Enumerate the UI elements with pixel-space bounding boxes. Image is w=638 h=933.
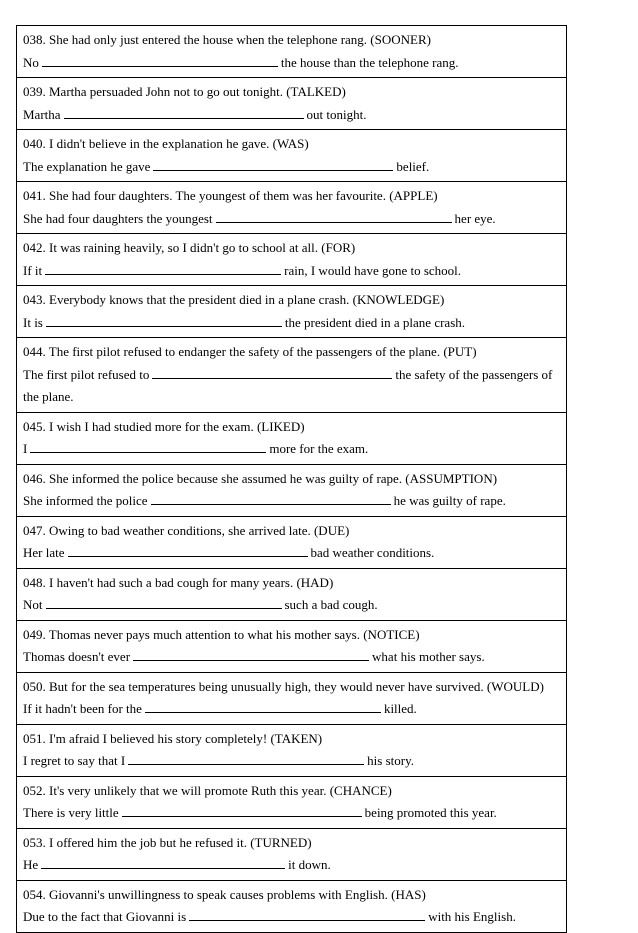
exercise-item (17, 569, 566, 621)
answer-blank[interactable] (30, 441, 266, 453)
exercise-item (17, 829, 566, 881)
answer-prefix: If it hadn't been for the (23, 701, 142, 716)
answer-suffix: being promoted this year. (364, 805, 497, 820)
answer-prefix: If it (23, 262, 43, 278)
question-text: 048. I haven't had such a bad cough for many years. (HAD) (23, 574, 334, 590)
answer-line (23, 208, 560, 231)
exercise-item (17, 465, 566, 517)
exercise-item (17, 621, 566, 673)
answer-suffix: out tonight. (306, 106, 367, 122)
answer-suffix: the house than the telephone rang. (280, 54, 459, 70)
answer-prefix: Due to the fact that Giovanni is (23, 909, 187, 924)
answer-line (23, 156, 560, 179)
answer-prefix: I regret to say that I (23, 753, 126, 768)
answer-line (23, 52, 560, 75)
answer-blank[interactable] (216, 211, 452, 223)
answer-blank[interactable] (122, 805, 362, 817)
answer-suffix: bad weather conditions. (310, 545, 435, 560)
answer-line (23, 854, 560, 877)
answer-blank[interactable] (133, 649, 369, 661)
question-text: 051. I'm afraid I believed his story completely! (TAKEN) (23, 730, 323, 746)
question-text: 049. Thomas never pays much attention to what his mother says. (NOTICE) (23, 626, 420, 642)
answer-line (23, 260, 560, 283)
answer-line (23, 490, 560, 513)
exercise-item (17, 26, 566, 78)
answer-suffix: with his English. (428, 909, 516, 924)
exercise-item (17, 130, 566, 182)
answer-line (23, 438, 560, 461)
exercise-item (17, 673, 566, 725)
answer-blank[interactable] (68, 545, 308, 557)
exercise-item (17, 517, 566, 569)
answer-suffix: it down. (288, 857, 331, 872)
exercise-item (17, 413, 566, 465)
answer-prefix: Thomas doesn't ever (23, 649, 131, 664)
answer-suffix: the president died in a plane crash. (284, 314, 466, 330)
answer-line (23, 750, 560, 773)
answer-blank[interactable] (42, 55, 278, 67)
answer-line (23, 802, 560, 825)
answer-prefix: Her late (23, 545, 65, 560)
answer-prefix: The first pilot refused to (23, 366, 150, 382)
answer-line (23, 594, 560, 617)
question-text: 045. I wish I had studied more for the exam. (LIKED) (23, 418, 305, 434)
answer-prefix: The explanation he gave (23, 158, 151, 174)
question-text: 053. I offered him the job but he refused it. (TURNED) (23, 834, 312, 850)
exercise-item (17, 338, 566, 413)
answer-line (23, 104, 560, 127)
exercise-sheet (16, 25, 567, 933)
exercise-item (17, 234, 566, 286)
answer-line (23, 698, 560, 721)
answer-prefix: There is very little (23, 805, 119, 820)
question-text: 046. She informed the police because she assumed he was guilty of rape. (ASSUMPTION) (23, 470, 498, 486)
answer-blank[interactable] (151, 493, 391, 505)
answer-suffix: what his mother says. (372, 649, 485, 664)
question-text: 043. Everybody knows that the president died in a plane crash. (KNOWLEDGE) (23, 292, 445, 307)
answer-blank[interactable] (41, 857, 285, 869)
answer-suffix: more for the exam. (269, 441, 369, 456)
question-text: 047. Owing to bad weather conditions, she arrived late. (DUE) (23, 522, 350, 538)
answer-prefix: No (23, 54, 39, 70)
answer-prefix: She had four daughters the youngest (23, 210, 213, 226)
question-text: 038. She had only just entered the house when the telephone rang. (SOONER) (23, 32, 431, 47)
answer-line (23, 312, 560, 335)
answer-prefix: It is (23, 314, 43, 330)
question-text: 039. Martha persuaded John not to go out tonight. (TALKED) (23, 84, 346, 99)
answer-suffix: killed. (383, 701, 417, 716)
answer-blank[interactable] (46, 315, 282, 327)
question-text: 052. It's very unlikely that we will promote Ruth this year. (CHANCE) (23, 782, 392, 798)
exercise-item (17, 725, 566, 777)
exercise-item (17, 78, 566, 130)
answer-suffix: such a bad cough. (284, 597, 378, 612)
answer-blank[interactable] (45, 263, 281, 275)
exercise-item (17, 777, 566, 829)
answer-blank[interactable] (145, 701, 381, 713)
answer-blank[interactable] (46, 597, 282, 609)
answer-blank[interactable] (128, 753, 364, 765)
question-text: 050. But for the sea temperatures being unusually high, they would never have survived. (WOULD) (23, 678, 544, 694)
answer-blank[interactable] (153, 159, 393, 171)
exercise-item (17, 881, 566, 933)
answer-prefix: Martha (23, 106, 61, 122)
answer-suffix: her eye. (454, 210, 496, 226)
question-text: 041. She had four daughters. The youngest of them was her favourite. (APPLE) (23, 188, 438, 203)
answer-blank[interactable] (189, 909, 425, 921)
exercise-item (17, 286, 566, 338)
answer-suffix: belief. (396, 158, 430, 174)
answer-blank[interactable] (64, 107, 304, 119)
question-text: 054. Giovanni's unwillingness to speak causes problems with English. (HAS) (23, 886, 426, 902)
exercise-item (17, 182, 566, 234)
answer-line (23, 364, 560, 409)
question-text: 044. The first pilot refused to endanger the safety of the passengers of the plane. (PUT) (23, 344, 477, 359)
answer-suffix: rain, I would have gone to school. (284, 262, 462, 278)
answer-prefix: Not (23, 597, 43, 612)
answer-prefix: He (23, 857, 39, 872)
answer-line (23, 906, 560, 929)
answer-prefix: She informed the police (23, 493, 148, 508)
answer-line (23, 646, 560, 669)
question-text: 042. It was raining heavily, so I didn't go to school at all. (FOR) (23, 240, 356, 255)
answer-suffix: the safety of the passengers of the plane. (23, 366, 553, 404)
answer-blank[interactable] (152, 367, 392, 379)
answer-suffix: his story. (367, 753, 414, 768)
question-text: 040. I didn't believe in the explanation he gave. (WAS) (23, 136, 309, 151)
answer-prefix: I (23, 441, 28, 456)
answer-line (23, 542, 560, 565)
answer-suffix: he was guilty of rape. (393, 493, 506, 508)
